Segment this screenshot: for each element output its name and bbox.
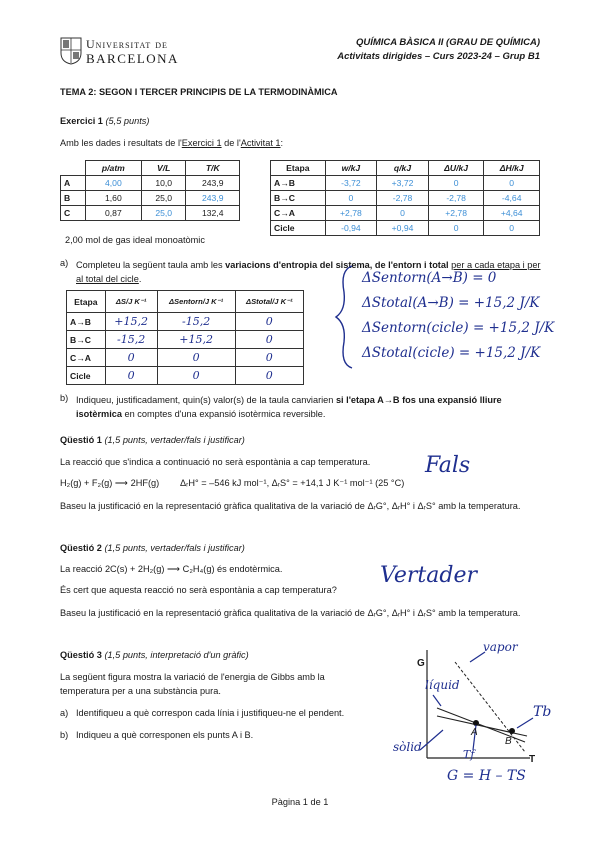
energy-cell: 0	[377, 206, 429, 221]
energy-cell: -4,64	[484, 191, 540, 206]
energy-label: Cicle	[271, 221, 326, 236]
activity-link[interactable]: Activitat 1	[240, 138, 281, 148]
entropy-cell: -15,2	[105, 331, 157, 349]
entropy-label: C→A	[67, 349, 106, 367]
q1-data: ΔᵣH° = –546 kJ mol⁻¹, ΔᵣS° = +14,1 J K⁻¹ mol⁻¹ (25 °C)	[180, 478, 405, 488]
hand-liquid: líquid	[425, 678, 460, 692]
ex1-intro	[60, 138, 283, 148]
ex1-intro-b: de l'	[221, 138, 241, 148]
energy-cell: -2,78	[428, 191, 484, 206]
q1-statement: La reacció que s'indica a continuació no serà espontània a cap temperatura.	[60, 457, 371, 467]
topic-title: TEMA 2: SEGON I TERCER PRINCIPIS DE LA TERMODINÀMICA	[60, 87, 338, 97]
table-row	[67, 367, 304, 385]
q3-b-label: b)	[60, 730, 69, 740]
course-title: QUÍMICA BÀSICA II (GRAU DE QUÍMICA)	[355, 37, 540, 48]
table-row	[67, 331, 304, 349]
energy-cell: 0	[325, 191, 377, 206]
page-footer: Pàgina 1 de 1	[271, 797, 329, 807]
q1-points: (1,5 punts, vertader/fals i justificar)	[104, 435, 245, 445]
entropy-label: B→C	[67, 331, 106, 349]
table-row	[61, 176, 240, 191]
course-subtitle: Activitats dirigides – Curs 2023-24 – Grup B1	[337, 51, 540, 62]
energy-header: ΔH/kJ	[484, 161, 540, 176]
state-label: C	[61, 206, 86, 221]
entropy-cell: 0	[105, 349, 157, 367]
energy-table	[270, 160, 540, 236]
graph-point-a: A	[471, 727, 478, 738]
energy-cell: -3,72	[325, 176, 377, 191]
energy-cell: 0	[428, 176, 484, 191]
entropy-table	[66, 290, 304, 385]
crest-icon	[60, 37, 82, 65]
q1-title: Qüestió 1	[60, 435, 102, 445]
ex1-a-text1: Completeu la següent taula amb les	[76, 260, 226, 270]
q3-intro: La següent figura mostra la variació de l'energia de Gibbs amb la temperatura per a una substància pura.	[60, 672, 325, 696]
energy-header: ΔU/kJ	[428, 161, 484, 176]
hand-solid: sòlid	[393, 740, 422, 754]
table-row	[61, 191, 240, 206]
entropy-header: ΔStotal/J K⁻¹	[235, 291, 303, 313]
ex1-a-bold: variacions d'entropia del sistema, de l'entorn i total	[225, 260, 449, 270]
q3-heading	[60, 650, 249, 660]
energy-cell: +2,78	[325, 206, 377, 221]
ex1-b-bold: si l'etapa A→B fos una expansió lliure isotèrmica	[76, 395, 502, 419]
ex1-a-label: a)	[60, 258, 69, 268]
energy-cell: 0	[428, 221, 484, 236]
state-header-v: V/L	[141, 161, 186, 176]
table-row	[271, 206, 540, 221]
entropy-label: Cicle	[67, 367, 106, 385]
state-label: A	[61, 176, 86, 191]
q2-points: (1,5 punts, vertader/fals i justificar)	[104, 543, 245, 553]
ex1-title: Exercici 1	[60, 116, 103, 126]
hand-note: ΔStotal(cicle) = +15,2 J/K	[362, 345, 541, 361]
entropy-header: ΔS/J K⁻¹	[105, 291, 157, 313]
q3-title: Qüestió 3	[60, 650, 102, 660]
exercise-link[interactable]: Exercici 1	[181, 138, 222, 148]
table-row	[271, 191, 540, 206]
energy-header: q/kJ	[377, 161, 429, 176]
graph-x-label: T	[529, 754, 536, 765]
q2-statement: La reacció 2C(s) + 2H₂(g) ⟶ C₂H₄(g) és endotèrmica.	[60, 564, 283, 574]
entropy-cell: 0	[157, 349, 235, 367]
ex1-b-label: b)	[60, 393, 69, 403]
energy-cell: +4,64	[484, 206, 540, 221]
solid-arrow	[420, 730, 443, 750]
q3-a-text: Identifiqueu a què correspon cada línia i justifiqueu-ne el pendent.	[76, 708, 345, 718]
hand-formula: G = H – TS	[447, 768, 526, 784]
state-header-corner	[61, 161, 86, 176]
hand-vapor: vapor	[483, 640, 518, 654]
entropy-cell: +15,2	[105, 313, 157, 331]
university-logo	[60, 37, 82, 65]
graph-y-label: G	[417, 658, 425, 669]
entropy-cell: -15,2	[157, 313, 235, 331]
energy-header: Etapa	[271, 161, 326, 176]
q1-instruction: Baseu la justificació en la representació gràfica qualitativa de la variació de ΔᵣG°, ΔᵣH° i ΔᵣS° amb la temperatura.	[60, 501, 521, 511]
state-header-p: p/atm	[85, 161, 141, 176]
handwritten-notes	[362, 266, 554, 366]
ex1-a-underline: per a cada etapa i per al total del cicle	[76, 260, 541, 284]
hand-tb: Tb	[533, 704, 552, 720]
gibbs-graph	[365, 640, 555, 800]
energy-label: B→C	[271, 191, 326, 206]
state-cell: 4,00	[85, 176, 141, 191]
energy-cell: 0	[484, 221, 540, 236]
entropy-cell: 0	[235, 367, 303, 385]
state-header-t: T/K	[186, 161, 240, 176]
ex1-points: (5,5 punts)	[105, 116, 150, 126]
q2-title: Qüestió 2	[60, 543, 102, 553]
ex1-a-end: .	[138, 274, 142, 284]
entropy-header: Etapa	[67, 291, 106, 313]
state-label: B	[61, 191, 86, 206]
q2-question: És cert que aquesta reacció no serà espontània a cap temperatura?	[60, 585, 337, 595]
q3-a-label: a)	[60, 708, 69, 718]
state-cell: 132,4	[186, 206, 240, 221]
state-cell: 25,0	[141, 206, 186, 221]
ex1-b-text1: Indiqueu, justificadament, quin(s) valor(s) de la taula canviarien	[76, 395, 336, 405]
vapor-line	[455, 662, 525, 752]
entropy-cell: +15,2	[157, 331, 235, 349]
q2-answer: Vertader	[380, 563, 477, 588]
brace-mark	[330, 262, 360, 372]
university-name-line2: BARCELONA	[86, 51, 179, 66]
energy-label: C→A	[271, 206, 326, 221]
q1-heading	[60, 435, 245, 445]
energy-label: A→B	[271, 176, 326, 191]
state-cell: 243,9	[186, 191, 240, 206]
gas-note: 2,00 mol de gas ideal monoatòmic	[65, 235, 205, 245]
ex1-intro-c: :	[280, 138, 284, 148]
entropy-cell: 0	[105, 367, 157, 385]
hand-note: ΔSentorn(cicle) = +15,2 J/K	[362, 320, 555, 336]
energy-cell: -0,94	[325, 221, 377, 236]
ex1-heading	[60, 116, 149, 126]
hand-note: ΔSentorn(A→B) = 0	[362, 270, 497, 286]
state-cell: 0,87	[85, 206, 141, 221]
energy-cell: -2,78	[377, 191, 429, 206]
table-row	[67, 313, 304, 331]
liquid-arrow	[433, 695, 441, 706]
entropy-header: ΔSentorn/J K⁻¹	[157, 291, 235, 313]
state-cell: 1,60	[85, 191, 141, 206]
tb-arrow	[517, 718, 533, 728]
state-table	[60, 160, 240, 221]
entropy-label: A→B	[67, 313, 106, 331]
hand-note: ΔStotal(A→B) = +15,2 J/K	[362, 295, 540, 311]
ex1-intro-a: Amb les dades i resultats de l'	[60, 138, 182, 148]
table-row	[271, 176, 540, 191]
q3-b-text: Indiqueu a què corresponen els punts A i B.	[76, 730, 254, 740]
q1-reaction: H₂(g) + F₂(g) ⟶ 2HF(g)	[60, 478, 160, 488]
table-row	[61, 206, 240, 221]
graph-point-b: B	[505, 736, 512, 747]
energy-cell: +0,94	[377, 221, 429, 236]
energy-cell: 0	[484, 176, 540, 191]
point-b-dot	[509, 728, 515, 734]
q1-answer: Fals	[425, 453, 471, 478]
energy-cell: +2,78	[428, 206, 484, 221]
state-cell: 243,9	[186, 176, 240, 191]
q2-heading	[60, 543, 245, 553]
energy-cell: +3,72	[377, 176, 429, 191]
q3-points: (1,5 punts, interpretació d'un gràfic)	[104, 650, 249, 660]
q2-instruction: Baseu la justificació en la representació gràfica qualitativa de la variació de ΔᵣG°, ΔᵣH° i ΔᵣS° amb la temperatura.	[60, 608, 521, 618]
ex1-b-text	[76, 393, 546, 421]
entropy-cell: 0	[235, 349, 303, 367]
hand-tf: Tf	[463, 748, 475, 761]
table-row	[67, 349, 304, 367]
entropy-cell: 0	[235, 313, 303, 331]
energy-header: w/kJ	[325, 161, 377, 176]
state-cell: 10,0	[141, 176, 186, 191]
state-cell: 25,0	[141, 191, 186, 206]
university-name-line1: Universitat de	[86, 37, 168, 51]
table-row	[271, 221, 540, 236]
entropy-cell: 0	[235, 331, 303, 349]
entropy-cell: 0	[157, 367, 235, 385]
ex1-b-text2: en comptes d'una expansió isotèrmica reversible.	[121, 409, 326, 419]
